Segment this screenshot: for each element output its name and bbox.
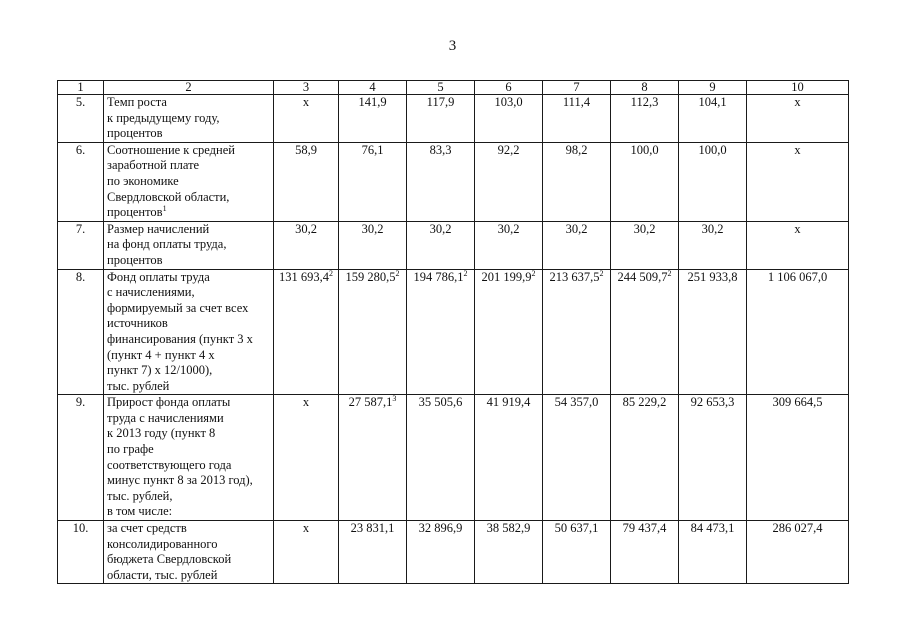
value-text: 54 357,0 bbox=[554, 395, 599, 410]
indicator-name-line: Размер начислений bbox=[107, 221, 210, 236]
value-cell bbox=[543, 221, 611, 269]
value-cell bbox=[475, 142, 543, 221]
value-cell bbox=[407, 221, 475, 269]
value-cell bbox=[611, 269, 679, 395]
value-cell bbox=[407, 142, 475, 221]
table-row bbox=[58, 395, 849, 521]
value-cell bbox=[747, 521, 849, 584]
value-cell bbox=[407, 521, 475, 584]
indicator-name-line: тыс. рублей, bbox=[107, 488, 173, 503]
value-cell bbox=[274, 269, 339, 395]
indicator-name-line: к предыдущему году, bbox=[107, 110, 220, 125]
indicator-name-line: за счет средств bbox=[107, 521, 187, 536]
value-text: х bbox=[794, 142, 801, 157]
value-text: 117,9 bbox=[426, 95, 455, 109]
value-cell bbox=[407, 395, 475, 521]
indicator-name bbox=[104, 521, 274, 584]
header-cell: 2 bbox=[104, 81, 274, 95]
value-text: 30,2 bbox=[701, 221, 724, 236]
indicator-name-line: Соотношение к средней bbox=[107, 142, 235, 157]
value-cell bbox=[274, 142, 339, 221]
value-text: 104,1 bbox=[698, 95, 727, 109]
value-cell bbox=[747, 221, 849, 269]
footnote-mark: 1 bbox=[162, 204, 167, 214]
indicator-name-line: пункт 7) х 12/1000), bbox=[107, 363, 213, 378]
row-number: 8. bbox=[58, 269, 104, 395]
value-cell bbox=[611, 521, 679, 584]
value-text: 244 509,7 bbox=[617, 269, 668, 284]
indicator-name-line: области, тыс. рублей bbox=[107, 567, 218, 582]
indicator-name bbox=[104, 95, 274, 143]
value-text: 159 280,5 bbox=[345, 269, 396, 284]
indicator-name bbox=[104, 142, 274, 221]
value-cell bbox=[543, 269, 611, 395]
indicator-name-line: на фонд оплаты труда, bbox=[107, 237, 227, 252]
value-text: 30,2 bbox=[361, 221, 384, 236]
value-cell bbox=[407, 269, 475, 395]
table-row bbox=[58, 142, 849, 221]
value-text: 201 199,9 bbox=[481, 269, 532, 284]
indicator-name bbox=[104, 221, 274, 269]
header-cell: 4 bbox=[339, 81, 407, 95]
value-cell bbox=[679, 95, 747, 143]
indicator-name-line: Прирост фонда оплаты bbox=[107, 395, 231, 410]
indicator-name-line: Свердловской области, bbox=[107, 189, 230, 204]
value-cell bbox=[543, 395, 611, 521]
indicator-name-line: к 2013 году (пункт 8 bbox=[107, 426, 216, 441]
row-number: 5. bbox=[58, 95, 104, 143]
value-text: 30,2 bbox=[497, 221, 520, 236]
value-cell bbox=[679, 269, 747, 395]
footnote-mark: 2 bbox=[463, 268, 468, 278]
indicator-name-line: процентов bbox=[107, 126, 163, 141]
value-cell bbox=[611, 395, 679, 521]
value-text: 30,2 bbox=[295, 221, 317, 236]
indicator-name-line: бюджета Свердловской bbox=[107, 552, 232, 567]
value-cell bbox=[611, 95, 679, 143]
value-cell bbox=[475, 95, 543, 143]
indicator-name-line: формируемый за счет всех bbox=[107, 300, 249, 315]
value-text: 112,3 bbox=[630, 95, 659, 109]
value-text: 309 664,5 bbox=[772, 395, 823, 410]
value-text: 50 637,1 bbox=[554, 521, 599, 536]
value-cell bbox=[747, 395, 849, 521]
header-row bbox=[58, 81, 849, 95]
header-cell: 6 bbox=[475, 81, 543, 95]
value-text: 1 106 067,0 bbox=[767, 269, 828, 284]
table-body bbox=[58, 95, 849, 584]
value-text: 286 027,4 bbox=[772, 521, 823, 536]
value-text: 30,2 bbox=[633, 221, 656, 236]
footnote-mark: 2 bbox=[395, 268, 400, 278]
value-text: 85 229,2 bbox=[622, 395, 667, 410]
header-cell: 8 bbox=[611, 81, 679, 95]
indicator-name-line: процентов bbox=[107, 252, 163, 267]
value-text: 100,0 bbox=[698, 142, 727, 157]
indicator-name-line: консолидированного bbox=[107, 536, 218, 551]
value-text: 83,3 bbox=[429, 142, 452, 157]
footnote-mark: 3 bbox=[392, 394, 397, 404]
value-cell bbox=[339, 521, 407, 584]
value-cell bbox=[679, 521, 747, 584]
footnote-mark: 2 bbox=[667, 268, 672, 278]
value-text: 32 896,9 bbox=[418, 521, 463, 536]
value-cell bbox=[543, 95, 611, 143]
value-text: 23 831,1 bbox=[350, 521, 395, 536]
indicator-name-line: источников bbox=[107, 316, 168, 331]
value-text: 58,9 bbox=[295, 142, 317, 157]
value-text: 131 693,4 bbox=[279, 269, 329, 284]
value-cell bbox=[339, 221, 407, 269]
value-text: 141,9 bbox=[358, 95, 387, 109]
value-text: х bbox=[794, 221, 801, 236]
value-cell bbox=[475, 221, 543, 269]
indicator-name-line: по экономике bbox=[107, 173, 179, 188]
value-text: х bbox=[794, 95, 801, 109]
value-text: 84 473,1 bbox=[690, 521, 735, 536]
value-text: 111,4 bbox=[562, 95, 591, 109]
indicator-name-line: труда с начислениями bbox=[107, 410, 224, 425]
row-number: 10. bbox=[58, 521, 104, 584]
indicator-name bbox=[104, 269, 274, 395]
page-number: 3 bbox=[448, 38, 457, 54]
footnote-mark: 2 bbox=[599, 268, 604, 278]
value-text: 251 933,8 bbox=[687, 269, 738, 284]
value-text: х bbox=[302, 95, 310, 109]
row-number: 9. bbox=[58, 395, 104, 521]
value-cell bbox=[475, 269, 543, 395]
value-cell bbox=[679, 395, 747, 521]
data-table bbox=[57, 80, 849, 584]
indicator-name-line: финансирования (пункт 3 х bbox=[107, 331, 253, 346]
indicator-name-line: соответствующего года bbox=[107, 457, 232, 472]
value-text: х bbox=[302, 395, 310, 410]
indicator-name-line: в том числе: bbox=[107, 504, 173, 519]
value-cell bbox=[747, 269, 849, 395]
value-cell bbox=[339, 395, 407, 521]
table-row bbox=[58, 269, 849, 395]
footnote-mark: 2 bbox=[531, 268, 536, 278]
value-cell bbox=[611, 221, 679, 269]
value-cell bbox=[679, 221, 747, 269]
value-text: 35 505,6 bbox=[418, 395, 463, 410]
value-cell bbox=[543, 521, 611, 584]
value-cell bbox=[274, 221, 339, 269]
value-text: 98,2 bbox=[565, 142, 588, 157]
value-cell bbox=[274, 395, 339, 521]
value-text: 41 919,4 bbox=[486, 395, 531, 410]
header-cell: 1 bbox=[58, 81, 104, 95]
table-row bbox=[58, 95, 849, 143]
table-row bbox=[58, 521, 849, 584]
value-cell bbox=[543, 142, 611, 221]
value-text: 76,1 bbox=[361, 142, 384, 157]
indicator-name-line: по графе bbox=[107, 442, 154, 457]
row-number: 7. bbox=[58, 221, 104, 269]
value-text: 213 637,5 bbox=[549, 269, 600, 284]
indicator-name bbox=[104, 395, 274, 521]
indicator-name-line: Темп роста bbox=[107, 95, 167, 109]
value-text: 30,2 bbox=[565, 221, 588, 236]
row-number: 6. bbox=[58, 142, 104, 221]
indicator-name-line: Фонд оплаты труда bbox=[107, 269, 210, 284]
header-cell: 9 bbox=[679, 81, 747, 95]
header-cell: 7 bbox=[543, 81, 611, 95]
value-text: 27 587,1 bbox=[348, 395, 393, 410]
footnote-mark: 2 bbox=[329, 268, 333, 278]
value-cell bbox=[274, 95, 339, 143]
value-text: х bbox=[302, 521, 310, 536]
indicator-name-line: с начислениями, bbox=[107, 285, 195, 300]
value-cell bbox=[339, 142, 407, 221]
value-cell bbox=[679, 142, 747, 221]
header-cell: 10 bbox=[747, 81, 849, 95]
indicator-name-line: тыс. рублей bbox=[107, 378, 170, 393]
value-cell bbox=[475, 395, 543, 521]
value-text: 194 786,1 bbox=[413, 269, 464, 284]
value-cell bbox=[611, 142, 679, 221]
header-cell: 5 bbox=[407, 81, 475, 95]
value-cell bbox=[747, 95, 849, 143]
value-text: 30,2 bbox=[429, 221, 452, 236]
indicator-name-line: (пункт 4 + пункт 4 х bbox=[107, 347, 215, 362]
header-cell: 3 bbox=[274, 81, 339, 95]
value-text: 92,2 bbox=[497, 142, 520, 157]
value-text: 92 653,3 bbox=[690, 395, 735, 410]
table-row bbox=[58, 221, 849, 269]
value-cell bbox=[747, 142, 849, 221]
indicator-name-line: минус пункт 8 за 2013 год), bbox=[107, 473, 253, 488]
value-text: 79 437,4 bbox=[622, 521, 667, 536]
indicator-name-line: заработной плате bbox=[107, 158, 200, 173]
value-text: 103,0 bbox=[494, 95, 523, 109]
value-cell bbox=[339, 95, 407, 143]
value-text: 38 582,9 bbox=[486, 521, 531, 536]
value-cell bbox=[339, 269, 407, 395]
value-cell bbox=[407, 95, 475, 143]
value-cell bbox=[475, 521, 543, 584]
value-text: 100,0 bbox=[630, 142, 659, 157]
indicator-name-line: процентов bbox=[107, 205, 163, 220]
value-cell bbox=[274, 521, 339, 584]
